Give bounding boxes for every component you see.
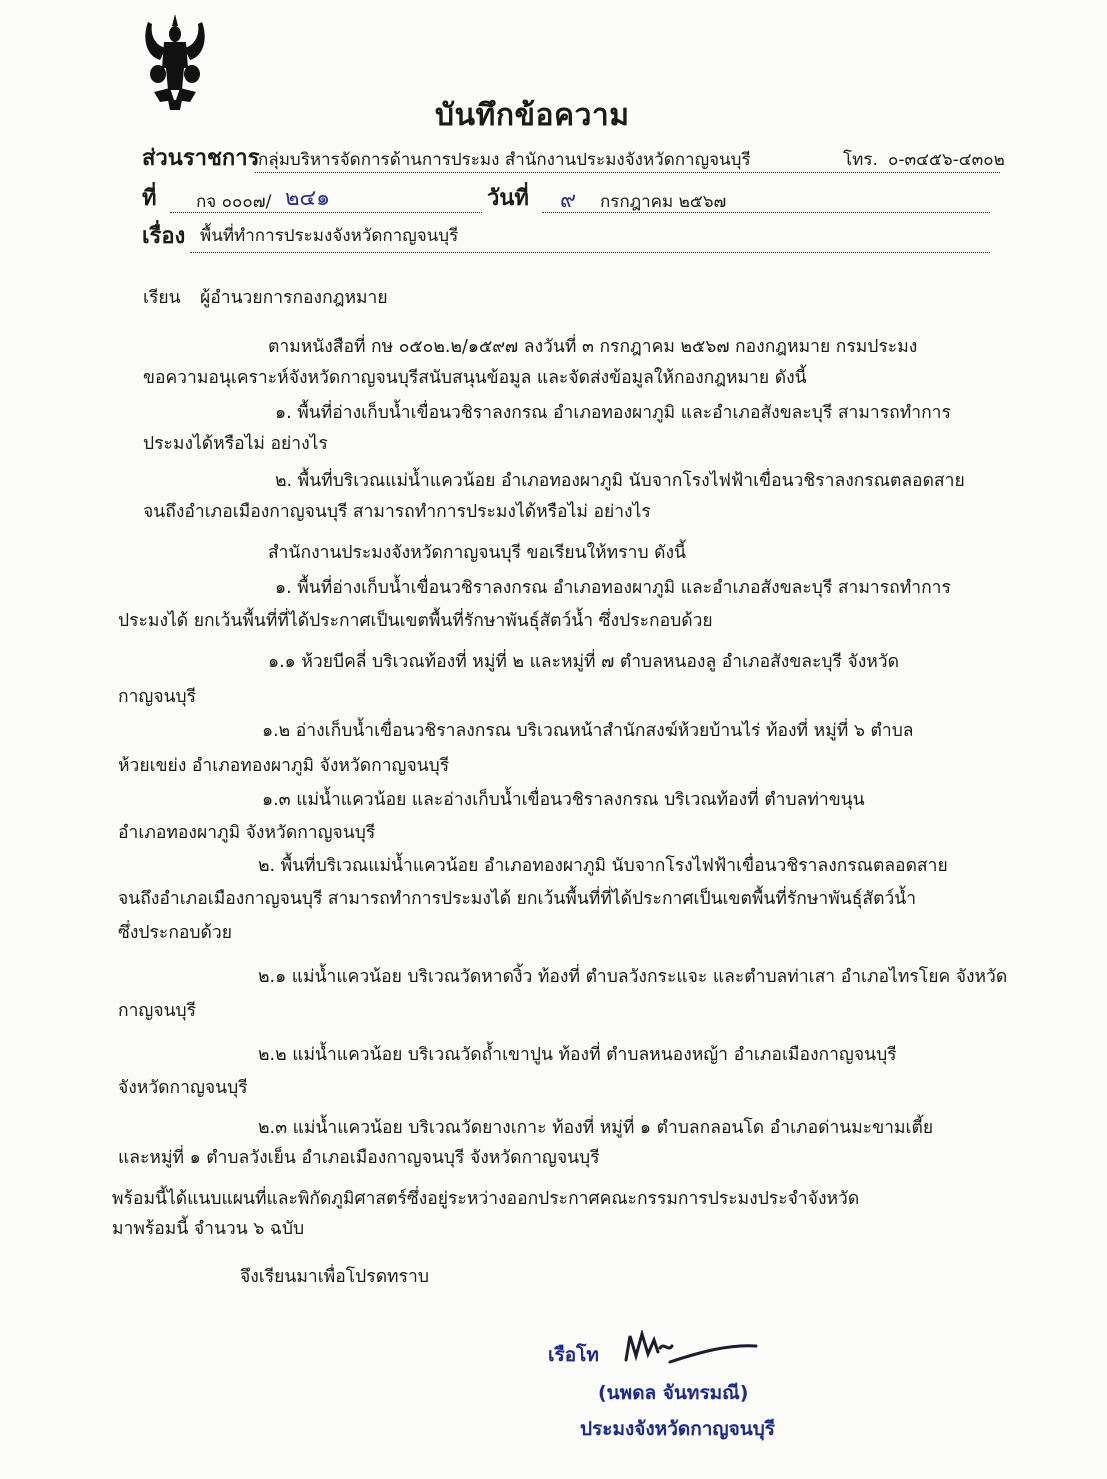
body-line: ๒.๑ แม่น้ำแควน้อย บริเวณวัดหาดงิ้ว ท้องที่ ตำบลวังกระแจะ และตำบลท่าเสา อำเภอไทรโยค จังหวัด: [258, 967, 1008, 987]
agency-dotted-line: [255, 172, 1000, 173]
salutation-label: เรียน: [143, 288, 181, 308]
body-line: ๑.๓ แม่น้ำแควน้อย และอ่างเก็บน้ำเขื่อนวชิราลงกรณ บริเวณท้องที่ ตำบลท่าขนุน: [262, 790, 865, 810]
body-line: ๑.๑ ห้วยบีคลี่ บริเวณท้องที่ หมู่ที่ ๒ และหมู่ที่ ๗ ตำบลหนองลู อำเภอสังขละบุรี จังหวัด: [268, 652, 899, 672]
body-line: และหมู่ที่ ๑ ตำบลวังเย็น อำเภอเมืองกาญจนบุรี จังหวัดกาญจนบุรี: [118, 1148, 600, 1168]
phone-value: ๐-๓๔๕๖-๔๓๐๒: [888, 150, 1005, 170]
body-line: มาพร้อมนี้ จำนวน ๖ ฉบับ: [112, 1219, 305, 1239]
body-line: ๑. พื้นที่อ่างเก็บน้ำเขื่อนวชิราลงกรณ อำเภอทองผาภูมิ และอำเภอสังขละบุรี สามารถทำการ: [275, 578, 951, 598]
signatory-name: (นพดล จันทรมณี): [598, 1382, 749, 1404]
signature-rank: เรือโท: [548, 1344, 599, 1366]
body-line: กาญจนบุรี: [118, 687, 197, 707]
ref-value: กจ ๐๐๐๗/: [196, 192, 272, 212]
memo-title: บันทึกข้อความ: [435, 98, 630, 133]
body-line: ประมงได้หรือไม่ อย่างไร: [143, 434, 328, 454]
body-line: จังหวัดกาญจนบุรี: [118, 1078, 248, 1098]
body-line: ๑.๒ อ่างเก็บน้ำเขื่อนวชิราลงกรณ บริเวณหน้าสำนักสงฆ์ห้วยบ้านไร่ ท้องที่ หมู่ที่ ๖ ตำบล: [262, 721, 914, 741]
body-line: พร้อมนี้ได้แนบแผนที่และพิกัดภูมิศาสตร์ซึ่งอยู่ระหว่างออกประกาศคณะกรรมการประมงประจำจังหวัด: [112, 1189, 860, 1209]
ref-handwritten-number: ๒๔๑: [285, 186, 331, 211]
date-day-handwritten: ๙: [560, 188, 577, 213]
body-line: ๑. พื้นที่อ่างเก็บน้ำเขื่อนวชิราลงกรณ อำเภอทองผาภูมิ และอำเภอสังขละบุรี สามารถทำการ: [275, 403, 951, 423]
phone-label: โทร.: [843, 150, 878, 170]
date-label: วันที่: [487, 186, 529, 211]
agency-value: กลุ่มบริหารจัดการด้านการประมง สำนักงานประมงจังหวัดกาญจนบุรี: [258, 150, 751, 170]
closing-line: จึงเรียนมาเพื่อโปรดทราบ: [240, 1267, 429, 1287]
subject-label: เรื่อง: [142, 224, 186, 249]
body-line: ประมงได้ ยกเว้นพื้นที่ที่ได้ประกาศเป็นเขตพื้นที่รักษาพันธุ์สัตว์น้ำ ซึ่งประกอบด้วย: [118, 611, 713, 631]
body-line: กาญจนบุรี: [118, 1001, 197, 1021]
body-line: ๒.๒ แม่น้ำแควน้อย บริเวณวัดถ้ำเขาปูน ท้องที่ ตำบลหนองหญ้า อำเภอเมืองกาญจนบุรี: [258, 1045, 897, 1065]
signatory-position: ประมงจังหวัดกาญจนบุรี: [580, 1418, 775, 1440]
body-line: อำเภอทองผาภูมิ จังหวัดกาญจนบุรี: [118, 823, 376, 843]
body-line: ห้วยเขย่ง อำเภอทองผาภูมิ จังหวัดกาญจนบุรี: [118, 756, 450, 776]
date-month-year: กรกฎาคม ๒๕๖๗: [600, 192, 727, 212]
date-dotted-line: [542, 212, 990, 213]
body-line: จนถึงอำเภอเมืองกาญจนบุรี สามารถทำการประมงได้หรือไม่ อย่างไร: [143, 502, 651, 522]
body-line: ขอความอนุเคราะห์จังหวัดกาญจนบุรีสนับสนุนข้อมูล และจัดส่งข้อมูลให้กองกฎหมาย ดังนี้: [143, 368, 807, 388]
body-line: สำนักงานประมงจังหวัดกาญจนบุรี ขอเรียนให้ทราบ ดังนี้: [268, 543, 686, 563]
body-line: ๒. พื้นที่บริเวณแม่น้ำแควน้อย อำเภอทองผาภูมิ นับจากโรงไฟฟ้าเขื่อนวชิราลงกรณตลอดสาย: [258, 856, 948, 876]
body-line: ตามหนังสือที่ กษ ๐๕๐๒.๒/๑๕๙๗ ลงวันที่ ๓ กรกฎาคม ๒๕๖๗ กองกฎหมาย กรมประมง: [268, 337, 918, 357]
handwritten-signature-icon: [620, 1330, 760, 1370]
body-line: ๒.๓ แม่น้ำแควน้อย บริเวณวัดยางเกาะ ท้องที่ หมู่ที่ ๑ ตำบลกลอนโด อำเภอด่านมะขามเตี้ย: [258, 1118, 934, 1138]
agency-label: ส่วนราชการ: [142, 146, 260, 171]
garuda-emblem-icon: [140, 8, 210, 113]
ref-label: ที่: [142, 186, 157, 211]
body-line: ซึ่งประกอบด้วย: [118, 923, 232, 943]
body-line: ๒. พื้นที่บริเวณแม่น้ำแควน้อย อำเภอทองผาภูมิ นับจากโรงไฟฟ้าเขื่อนวชิราลงกรณตลอดสาย: [275, 471, 965, 491]
body-line: จนถึงอำเภอเมืองกาญจนบุรี สามารถทำการประมงได้ ยกเว้นพื้นที่ที่ได้ประกาศเป็นเขตพื้นที่รักษาพันธุ์สัตว์น้ำ: [118, 889, 917, 909]
subject-value: พื้นที่ทำการประมงจังหวัดกาญจนบุรี: [200, 226, 459, 246]
salutation-value: ผู้อำนวยการกองกฎหมาย: [200, 288, 388, 308]
ref-dotted-line: [170, 212, 482, 213]
subject-dotted-line: [190, 252, 990, 253]
